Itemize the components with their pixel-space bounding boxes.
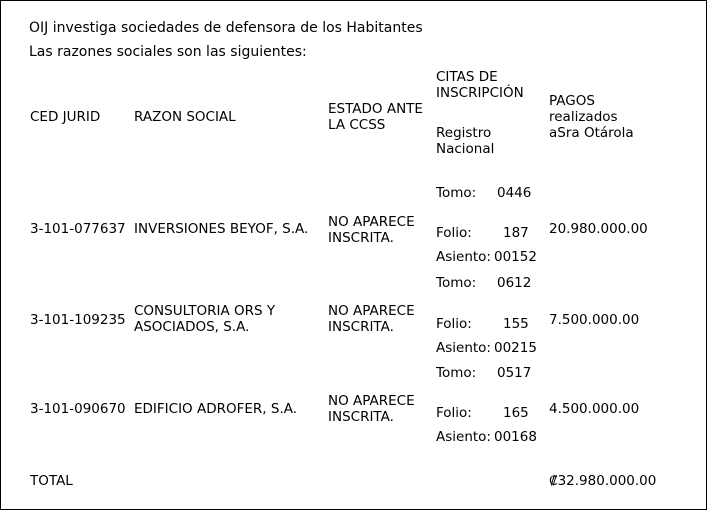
row-1-estado-line-1: NO APARECE xyxy=(328,214,415,230)
header-citas-line-4: Nacional xyxy=(436,141,495,157)
header-pagos-line-1: PAGOS xyxy=(549,93,595,109)
row-2-asiento-value: 00215 xyxy=(494,340,537,356)
row-3-pago: 4.500.000.00 xyxy=(549,401,640,417)
row-1-folio-label: Folio: xyxy=(436,225,472,241)
row-1-asiento-label: Asiento: xyxy=(436,249,491,265)
row-1-estado-line-2: INSCRITA. xyxy=(328,230,394,246)
row-2-ced: 3-101-109235 xyxy=(30,312,126,328)
row-1-folio-value: 187 xyxy=(503,225,529,241)
row-3-folio-value: 165 xyxy=(503,405,529,421)
row-2-folio-value: 155 xyxy=(503,316,529,332)
row-1-ced: 3-101-077637 xyxy=(30,221,126,237)
row-3-folio-label: Folio: xyxy=(436,405,472,421)
row-2-razon-line-1: CONSULTORIA ORS Y xyxy=(134,303,276,319)
row-2-estado-line-2: INSCRITA. xyxy=(328,319,394,335)
row-1-pago: 20.980.000.00 xyxy=(549,221,648,237)
intro-line-1: OIJ investiga sociedades de defensora de los Habitantes xyxy=(29,20,423,36)
row-1-razon: INVERSIONES BEYOF, S.A. xyxy=(134,221,309,237)
header-pagos-line-3: aSra Otárola xyxy=(549,125,634,141)
header-razon-social: RAZON SOCIAL xyxy=(134,109,236,125)
total-value: ₡32.980.000.00 xyxy=(549,473,657,489)
row-3-estado-line-1: NO APARECE xyxy=(328,393,415,409)
row-3-razon: EDIFICIO ADROFER, S.A. xyxy=(134,401,298,417)
header-citas-line-2: INSCRIPCIÓN xyxy=(436,85,524,101)
header-pagos-line-2: realizados xyxy=(549,109,618,125)
row-3-tomo-label: Tomo: xyxy=(436,365,477,381)
row-3-estado-line-2: INSCRITA. xyxy=(328,409,394,425)
row-1-tomo-value: 0446 xyxy=(497,185,532,201)
header-estado-line-2: LA CCSS xyxy=(328,117,386,133)
row-3-ced: 3-101-090670 xyxy=(30,401,126,417)
header-citas-line-3: Registro xyxy=(436,125,492,141)
row-3-tomo-value: 0517 xyxy=(497,365,532,381)
header-estado-line-1: ESTADO ANTE xyxy=(328,101,423,117)
row-3-asiento-value: 00168 xyxy=(494,429,537,445)
row-2-asiento-label: Asiento: xyxy=(436,340,491,356)
total-label: TOTAL xyxy=(30,473,73,489)
header-citas-line-1: CITAS DE xyxy=(436,69,498,85)
row-2-razon-line-2: ASOCIADOS, S.A. xyxy=(134,319,250,335)
row-2-pago: 7.500.000.00 xyxy=(549,312,640,328)
row-2-folio-label: Folio: xyxy=(436,316,472,332)
intro-line-2: Las razones sociales son las siguientes: xyxy=(29,44,307,60)
row-2-estado-line-1: NO APARECE xyxy=(328,303,415,319)
row-1-asiento-value: 00152 xyxy=(494,249,537,265)
row-2-tomo-label: Tomo: xyxy=(436,275,477,291)
row-3-asiento-label: Asiento: xyxy=(436,429,491,445)
row-2-tomo-value: 0612 xyxy=(497,275,532,291)
row-1-tomo-label: Tomo: xyxy=(436,185,477,201)
header-ced-jurid: CED JURID xyxy=(30,109,101,125)
